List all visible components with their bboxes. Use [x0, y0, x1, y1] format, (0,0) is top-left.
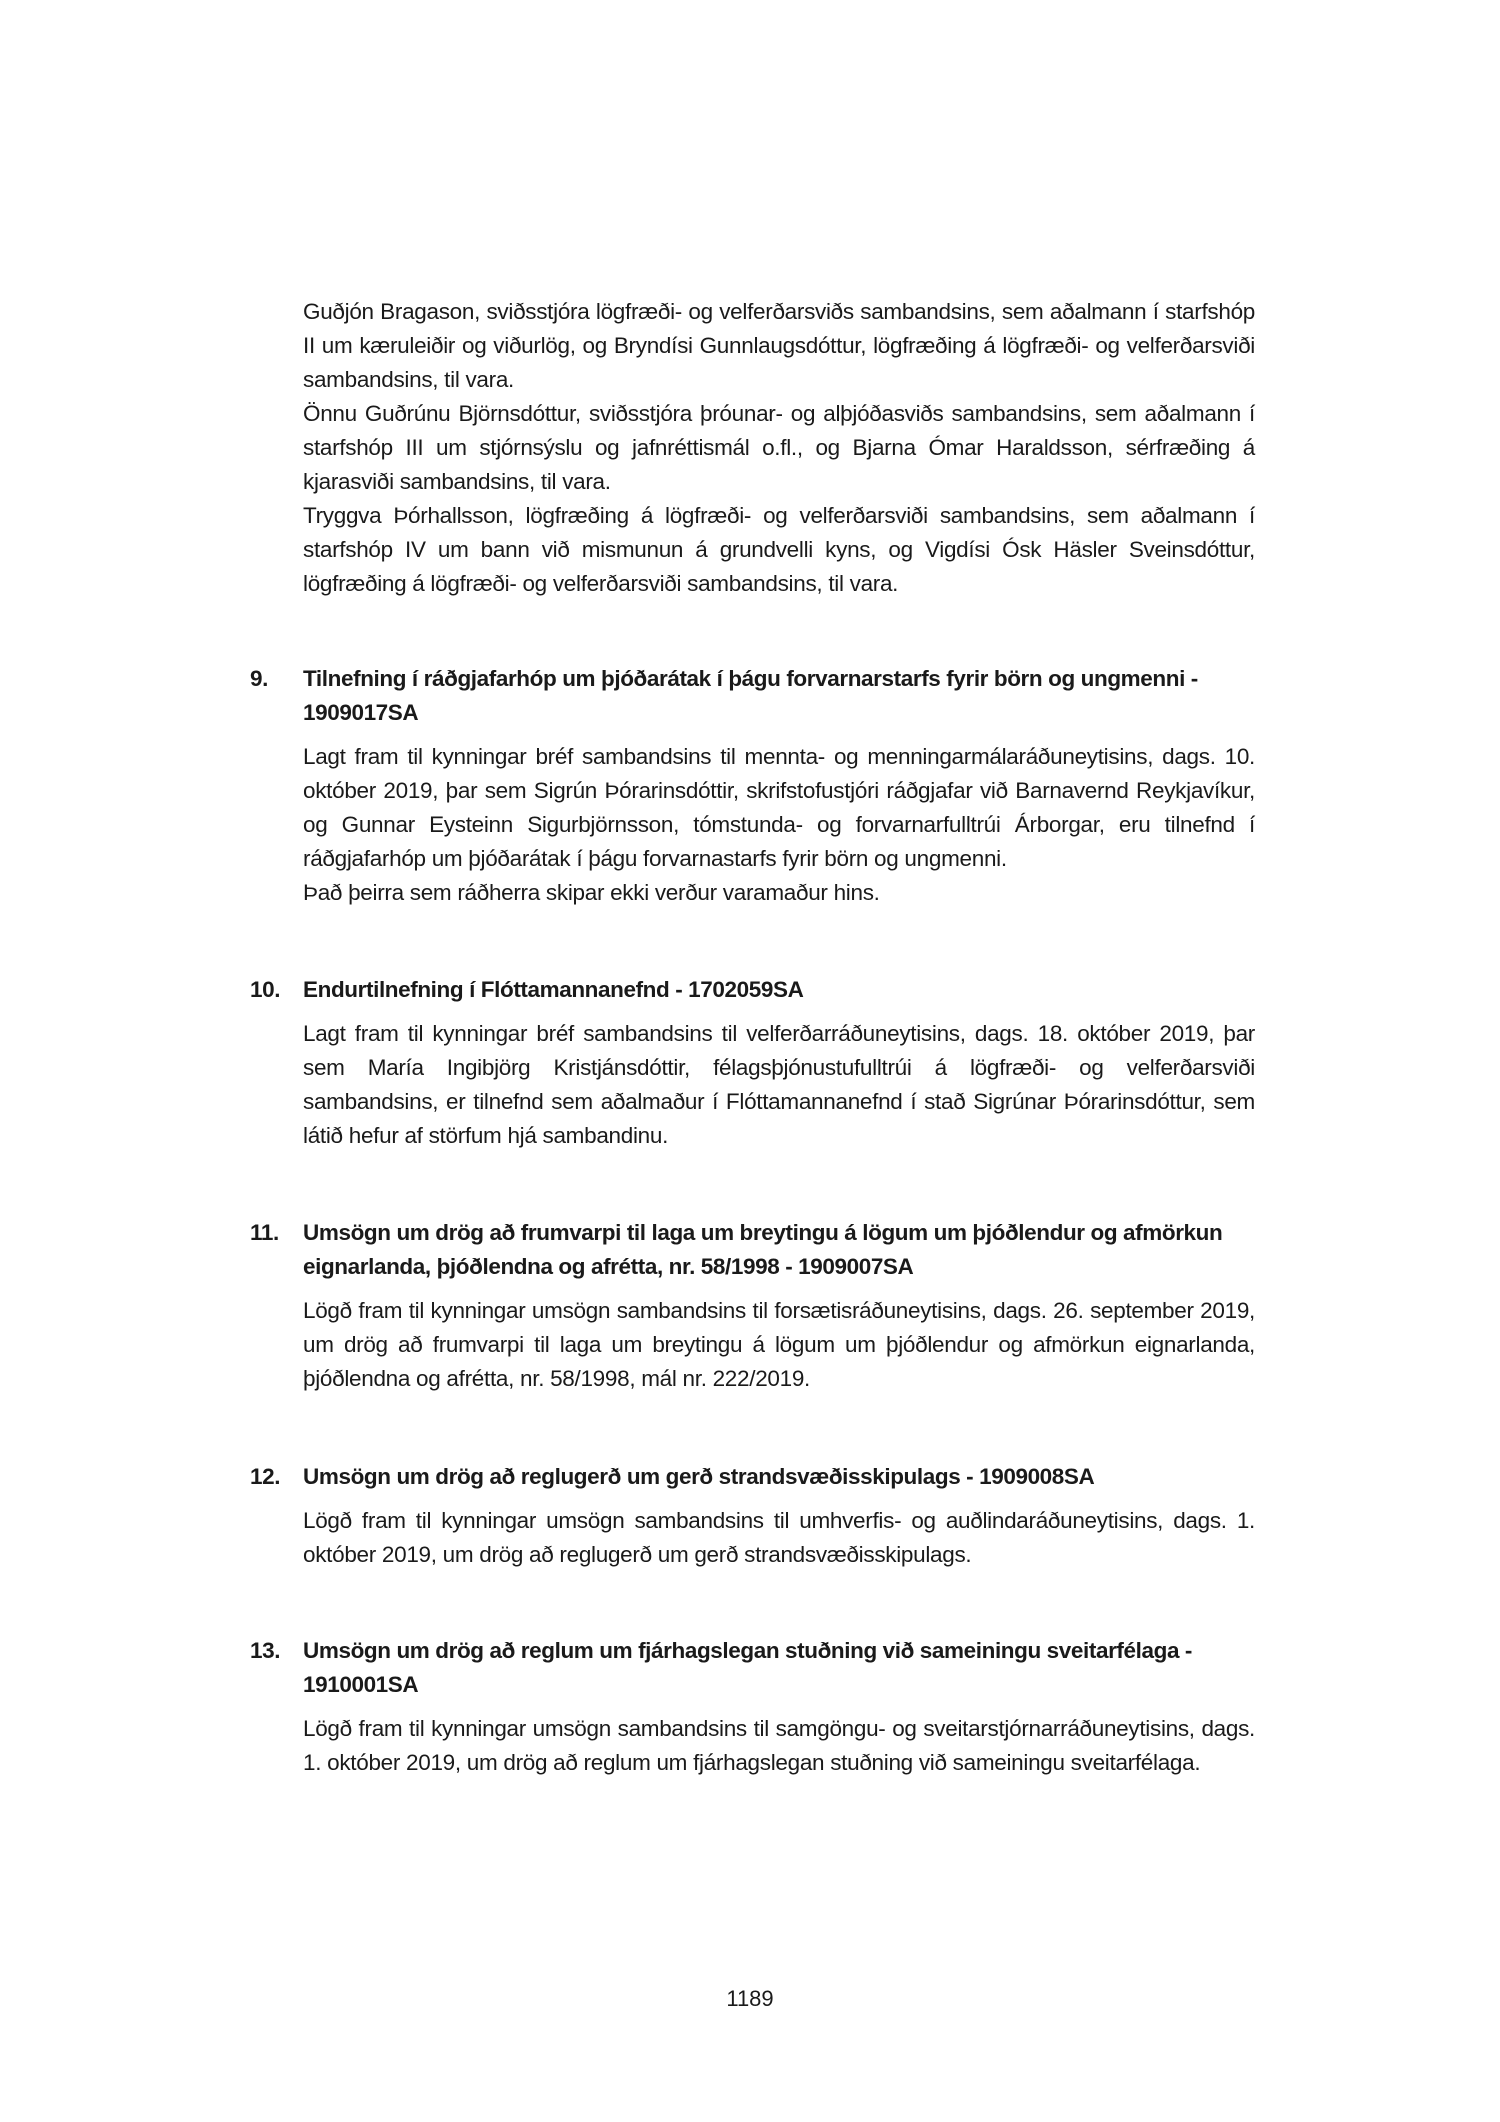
agenda-item-13: [250, 1634, 1255, 1780]
item-title: Endurtilnefning í Flóttamannanefnd - 1702059SA: [303, 977, 804, 1002]
page-number: 1189: [726, 1986, 774, 2011]
agenda-item-9: [250, 662, 1255, 910]
paragraph: Lagt fram til kynningar bréf sambandsins til velferðarráðuneytisins, dags. 18. október 2019, þar sem María Ingibjörg Kristjánsdóttir, félagsþjónustufulltrúi á lögfræði- og velferðarsviði sambandsins, er tilnefnd sem aðalmaður í Flóttamannanefnd í stað Sigrúnar Þórarinsdóttur, sem látið hefur af störfum hjá sambandinu.: [303, 1021, 1255, 1148]
item-number: 12.: [250, 1464, 281, 1489]
item-title: Umsögn um drög að reglugerð um gerð strandsvæðisskipulags - 1909008SA: [303, 1464, 1095, 1489]
paragraph: Lagt fram til kynningar bréf sambandsins til mennta- og menningarmálaráðuneytisins, dags. 10. október 2019, þar sem Sigrún Þórarinsdóttir, skrifstofustjóri ráðgjafar við Barnavernd Reykjavíkur, og Gunnar Eysteinn Sigurbjörnsson, tómstunda- og forvarnarfulltrúi Árborgar, eru tilnefnd í ráðgjafarhóp um þjóðarátak í þágu forvarnastarfs fyrir börn og ungmenni.: [303, 744, 1255, 871]
agenda-item-10: [250, 973, 1255, 1153]
item-title: Umsögn um drög að frumvarpi til laga um breytingu á lögum um þjóðlendur og afmörkun eignarlanda, þjóðlendna og afrétta, nr. 58/1998 - 1909007SA: [303, 1220, 1223, 1279]
item-number: 11.: [250, 1220, 279, 1245]
item-number: 13.: [250, 1638, 281, 1663]
paragraph: Tryggva Þórhallsson, lögfræðing á lögfræði- og velferðarsviði sambandsins, sem aðalmann í starfshóp IV um bann við mismunun á grundvelli kyns, og Vigdísi Ósk Häsler Sveinsdóttur, lögfræðing á lögfræði- og velferðarsviði sambandsins, til vara.: [303, 503, 1255, 596]
paragraph: Það þeirra sem ráðherra skipar ekki verður varamaður hins.: [303, 880, 880, 905]
agenda-item-11: [250, 1216, 1255, 1396]
paragraph: Lögð fram til kynningar umsögn sambandsins til samgöngu- og sveitarstjórnarráðuneytisins, dags. 1. október 2019, um drög að reglum um fjárhagslegan stuðning við sameiningu sveitarfélaga.: [303, 1716, 1255, 1775]
item-title: Tilnefning í ráðgjafarhóp um þjóðarátak í þágu forvarnarstarfs fyrir börn og ungmenni - 1909017SA: [303, 666, 1198, 725]
paragraph: Lögð fram til kynningar umsögn sambandsins til umhverfis- og auðlindaráðuneytisins, dags. 1. október 2019, um drög að reglugerð um gerð strandsvæðisskipulags.: [303, 1508, 1255, 1567]
item-title: Umsögn um drög að reglum um fjárhagslegan stuðning við sameiningu sveitarfélaga - 1910001SA: [303, 1638, 1193, 1697]
paragraph: Lögð fram til kynningar umsögn sambandsins til forsætisráðuneytisins, dags. 26. september 2019, um drög að frumvarpi til laga um breytingu á lögum um þjóðlendur og afmörkun eignarlanda, þjóðlendna og afrétta, nr. 58/1998, mál nr. 222/2019.: [303, 1298, 1255, 1391]
agenda-item-12: [250, 1460, 1255, 1572]
paragraph: Guðjón Bragason, sviðsstjóra lögfræði- og velferðarsviðs sambandsins, sem aðalmann í starfshóp II um kæruleiðir og viðurlög, og Bryndísi Gunnlaugsdóttur, lögfræðing á lögfræði- og velferðarsviði sambandsins, til vara.: [303, 299, 1255, 392]
item-number: 9.: [250, 666, 268, 691]
item-number: 10.: [250, 977, 281, 1002]
intro-text: [303, 295, 1255, 601]
paragraph: Önnu Guðrúnu Björnsdóttur, sviðsstjóra þróunar- og alþjóðasviðs sambandsins, sem aðalmann í starfshóp III um stjórnsýslu og jafnréttismál o.fl., og Bjarna Ómar Haraldsson, sérfræðing á kjarasviði sambandsins, til vara.: [303, 401, 1255, 494]
